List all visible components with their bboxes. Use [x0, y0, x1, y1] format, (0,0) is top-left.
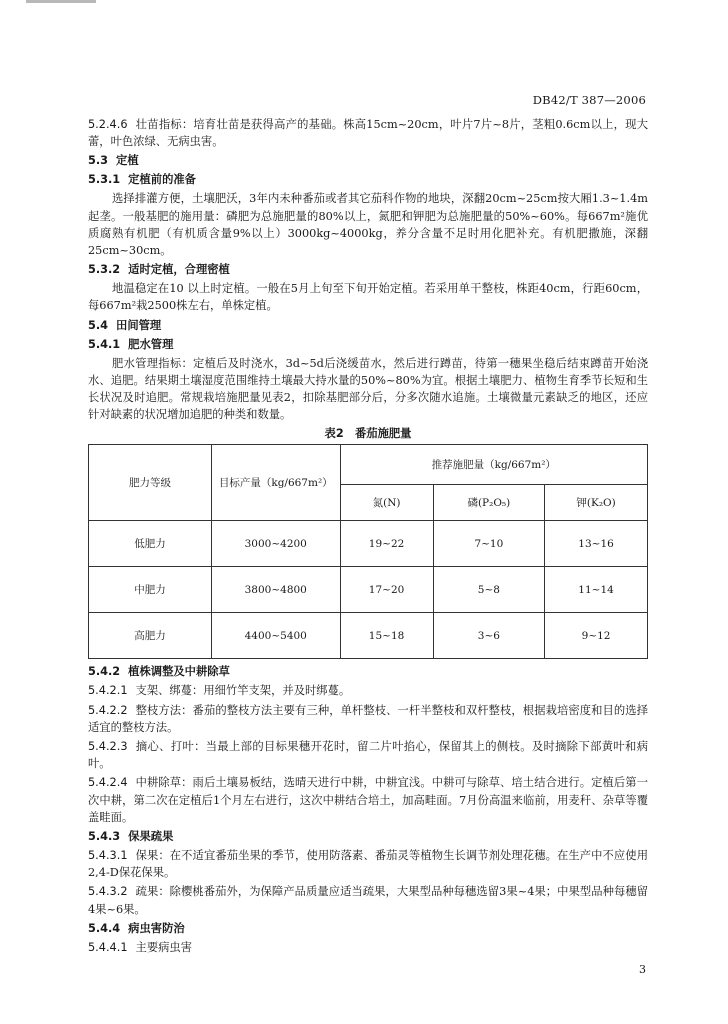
heading-title: 定植前的准备 [128, 173, 196, 187]
cell-p: 7~10 [433, 521, 545, 567]
clause-number: 5.4.3.2 [88, 885, 128, 899]
heading-5-4-1 [88, 336, 648, 354]
clause-number: 5.4.4.1 [88, 940, 128, 954]
document-code: DB42/T 387—2006 [532, 93, 646, 107]
clause-text: 整枝方法：番茄的整枝方法主要有三种，单杆整枝、一杆半整枝和双杆整枝，根据栽培密度和目的选择适宜的整枝方法。 [88, 703, 648, 734]
clause-text: 疏果：除樱桃番茄外，为保障产品质量应适当疏果，大果型品种每穗选留3果~4果；中果型品种每穗留4果~6果。 [88, 885, 648, 916]
clause-5-4-2-4 [88, 774, 648, 826]
clause-number: 5.4.2.2 [88, 703, 128, 717]
clause-number: 5.4.2.1 [88, 684, 128, 698]
header-nitrogen: 氮(N) [340, 485, 433, 521]
cell-n: 17~20 [340, 567, 433, 613]
page-number: 3 [639, 963, 646, 976]
cell-target: 3800~4800 [211, 567, 340, 613]
cell-k: 13~16 [545, 521, 648, 567]
cell-n: 19~22 [340, 521, 433, 567]
top-edge-mark [26, 0, 96, 3]
heading-number: 5.4.1 [88, 337, 121, 351]
table-row [89, 567, 648, 613]
clause-5-4-3-2 [88, 883, 648, 917]
paragraph-5-3-1: 选择排灌方便，土壤肥沃，3年内未种番茄或者其它茄科作物的地块，深翻20cm~25cm按大厢1.3~1.4m起垄。一般基肥的施用量：磷肥为总施肥量的80%以上，氮肥和钾肥为总施肥量的50%~60%。每667m²施优质腐熟有机肥（有机质含量9%以上）3000kg~4000kg，养分含量不足时用化肥补充。有机肥撒施，深翻25cm~30cm。 [88, 192, 648, 258]
table-row [89, 613, 648, 659]
cell-level: 高肥力 [89, 613, 212, 659]
clause-text: 壮苗指标：培育壮苗是获得高产的基础。株高15cm~20cm，叶片7片~8片，茎粗0.6cm以上，现大蕾，叶色浓绿、无病虫害。 [88, 118, 648, 149]
table-row [89, 521, 648, 567]
clause-text: 摘心、打叶：当最上部的目标果穗开花时，留二片叶掐心，保留其上的侧枝。及时摘除下部黄叶和病叶。 [88, 740, 648, 771]
clause-text: 主要病虫害 [135, 940, 193, 954]
heading-number: 5.3 [88, 154, 109, 168]
cell-level: 低肥力 [89, 521, 212, 567]
document-body [88, 116, 648, 958]
heading-title: 定植 [116, 154, 139, 168]
heading-title: 田间管理 [116, 318, 162, 332]
clause-5-4-3-1 [88, 847, 648, 881]
heading-5-3 [88, 152, 648, 170]
heading-title: 肥水管理 [128, 337, 174, 351]
heading-5-3-2 [88, 261, 648, 279]
cell-k: 11~14 [545, 567, 648, 613]
clause-text: 保果：在不适宜番茄坐果的季节，使用防落素、番茄灵等植物生长调节剂处理花穗。在生产中不应使用2,4-D保花保果。 [88, 849, 648, 880]
heading-title: 保果疏果 [128, 830, 174, 844]
clause-text: 支架、绑蔓：用细竹竿支架，并及时绑蔓。 [135, 684, 351, 698]
header-target-yield: 目标产量（kg/667m²） [211, 445, 340, 521]
heading-number: 5.3.2 [88, 263, 121, 277]
heading-title: 病虫害防治 [128, 921, 185, 935]
clause-5-4-2-1 [88, 682, 648, 699]
cell-level: 中肥力 [89, 567, 212, 613]
cell-p: 3~6 [433, 613, 545, 659]
clause-5-4-2-2 [88, 702, 648, 736]
heading-5-4-2 [88, 663, 648, 681]
clause-5-4-2-3 [88, 738, 648, 772]
clause-number: 5.4.3.1 [88, 849, 128, 863]
paragraph-5-4-1: 肥水管理指标：定植后及时浇水，3d~5d后浇缓苗水，然后进行蹲苗，待第一穗果坐稳后结束蹲苗开始浇水、追肥。结果期土壤湿度范围维持土壤最大持水量的50%~80%为宜。根据土壤肥力、植物生育季节长短和生长状况及时追肥。常规栽培施肥量见表2，扣除基肥部分后，分多次随水追施。土壤微量元素缺乏的地区，还应针对缺素的状况增加追肥的种类和数量。 [88, 356, 648, 422]
heading-title: 适时定植，合理密植 [128, 263, 230, 277]
cell-target: 4400~5400 [211, 613, 340, 659]
heading-number: 5.4.4 [88, 921, 121, 935]
clause-number: 5.4.2.3 [88, 740, 128, 754]
heading-5-4-4 [88, 920, 648, 938]
cell-n: 15~18 [340, 613, 433, 659]
table-header-row [89, 445, 648, 485]
clause-text: 中耕除草：雨后土壤易板结，选晴天进行中耕，中耕宜浅。中耕可与除草、培土结合进行。定植后第一次中耕，第二次在定植后1个月左右进行，这次中耕结合培土，加高畦面。7月份高温来临前，用麦秆、杂草等覆盖畦面。 [88, 776, 648, 824]
clause-number: 5.4.2.4 [88, 776, 128, 790]
heading-5-4-3 [88, 828, 648, 846]
heading-number: 5.4.2 [88, 665, 121, 679]
table-title: 表2 番茄施肥量 [324, 427, 412, 441]
heading-title: 植株调整及中耕除草 [128, 665, 230, 679]
header-recommended-amount: 推荐施肥量（kg/667m²） [340, 445, 647, 485]
heading-number: 5.4.3 [88, 830, 121, 844]
header-phosphorus: 磷(P₂O₅) [433, 485, 545, 521]
heading-5-4 [88, 317, 648, 335]
fertilizer-table [88, 444, 648, 659]
cell-target: 3000~4200 [211, 521, 340, 567]
header-potassium: 钾(K₂O) [545, 485, 648, 521]
heading-number: 5.4 [88, 318, 109, 332]
clause-number: 5.2.4.6 [88, 118, 128, 131]
heading-5-3-1 [88, 171, 648, 189]
cell-k: 9~12 [545, 613, 648, 659]
paragraph-5-3-2: 地温稳定在10 以上时定植。一般在5月上旬至下旬开始定植。若采用单干整枝，株距40cm，行距60cm，每667m²栽2500株左右，单株定植。 [88, 282, 648, 313]
heading-number: 5.3.1 [88, 173, 121, 187]
header-fertility-level: 肥力等级 [89, 445, 212, 521]
clause-5-4-4-1 [88, 939, 648, 956]
cell-p: 5~8 [433, 567, 545, 613]
clause-5-2-4-6 [88, 116, 648, 150]
